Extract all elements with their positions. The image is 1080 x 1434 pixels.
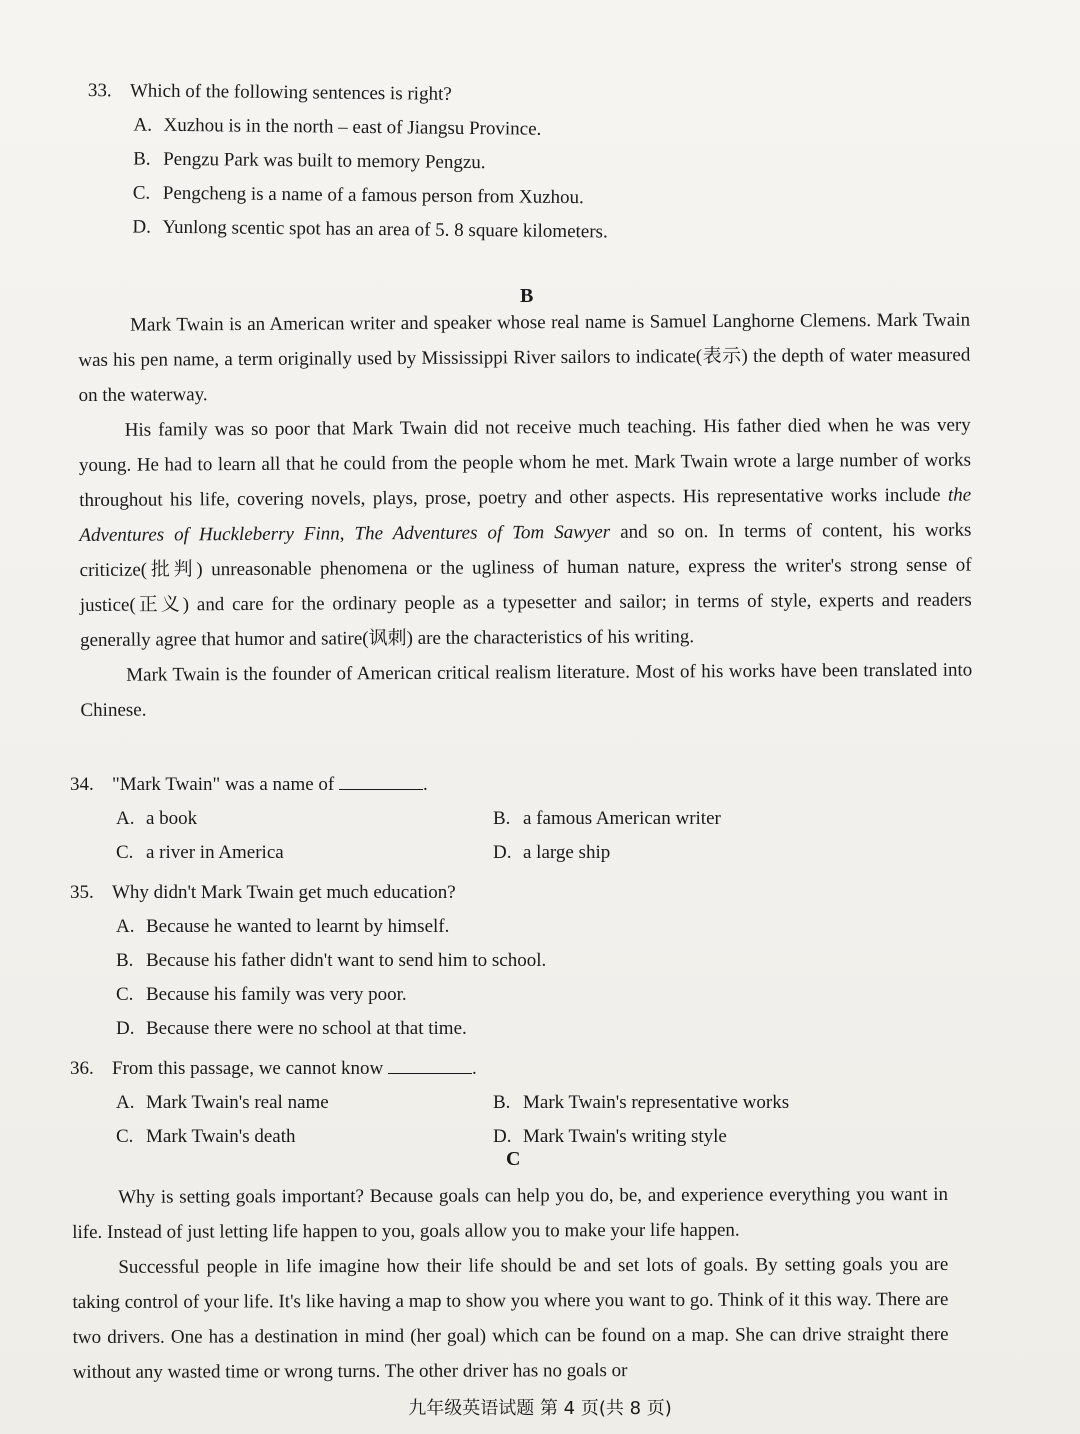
question-stem [70, 768, 870, 802]
question-number: 35. [70, 882, 94, 903]
passage-paragraph: Successful people in life imagine how their life should be and set lots of goals. By setting goals you are taking control of your life. It's like having a map to show you where you want to go. Think of it this way. There are two drivers. One has a destination in mind (her goal) which can be found on a map. She can drive straight there without any wasted time or wrong turns. The other driver has no goals or [72, 1253, 949, 1383]
passage-b [78, 303, 973, 728]
answer-blank [388, 1055, 472, 1074]
option-letter: A. [116, 808, 135, 829]
passage-c [72, 1177, 949, 1390]
question-number: 33. [87, 80, 112, 102]
answer-blank [339, 771, 423, 790]
option-letter: B. [493, 1092, 511, 1113]
option-letter: C. [116, 984, 134, 1005]
option-letter: D. [493, 842, 512, 863]
option-text: a large ship [523, 842, 611, 863]
question-34 [70, 768, 870, 870]
option-b [70, 944, 870, 978]
options-row [70, 1120, 870, 1154]
option-text: Mark Twain's representative works [523, 1092, 790, 1113]
question-number: 34. [70, 774, 94, 795]
option-letter: B. [493, 808, 511, 829]
question-text: Why didn't Mark Twain get much education? [112, 882, 456, 903]
passage-paragraph: Mark Twain is an American writer and speaker whose real name is Samuel Langhorne Clemens. Mark Twain was his pen name, a term originally used by Mississippi River sailors to indicate(表示) the depth of water measured on the waterway. [78, 309, 971, 406]
questions-34-36 [70, 768, 870, 1160]
option-text: Mark Twain's death [146, 1126, 296, 1147]
option-b [493, 1086, 870, 1120]
option-b [493, 802, 870, 836]
section-c-title: C [506, 1148, 521, 1170]
option-letter: C. [116, 842, 134, 863]
option-letter: B. [133, 148, 151, 170]
option-letter: D. [493, 1126, 512, 1147]
work-title: The Adventures of Tom Sawyer [354, 521, 611, 545]
option-letter: C. [116, 1126, 134, 1147]
option-a [116, 802, 493, 836]
option-a [116, 1086, 493, 1120]
option-text: Because he wanted to learnt by himself. [146, 916, 450, 937]
option-d [70, 1012, 870, 1046]
passage-paragraph: Why is setting goals important? Because goals can help you do, be, and experience everything you want in life. Instead of just letting life happen to you, goals allow you to make your life happen. [72, 1183, 949, 1243]
option-d [493, 1120, 870, 1154]
passage-paragraph: Mark Twain is the founder of American critical realism literature. Most of his works have been translated into Chinese. [80, 659, 973, 721]
options-row [70, 1086, 870, 1120]
question-stem [70, 876, 870, 910]
question-stem [70, 1052, 870, 1086]
option-a [70, 910, 870, 944]
option-letter: D. [132, 216, 152, 238]
option-text: a book [146, 808, 198, 829]
option-letter: C. [132, 182, 151, 204]
option-text: Because there were no school at that time. [146, 1018, 467, 1039]
option-text: Pengzu Park was built to memory Pengzu. [163, 148, 486, 174]
option-text: Yunlong scentic spot has an area of 5. 8 square kilometers. [162, 216, 608, 243]
options-row [70, 836, 870, 870]
question-35 [70, 876, 870, 1046]
option-text: Mark Twain's writing style [523, 1126, 727, 1147]
option-c [116, 1120, 493, 1154]
option-c [116, 836, 493, 870]
option-letter: B. [116, 950, 134, 971]
question-end: . [471, 1058, 477, 1079]
separator: , [339, 523, 355, 545]
page-footer: 九年级英语试题 第 4 页(共 8 页) [408, 1398, 672, 1419]
option-letter: D. [116, 1018, 135, 1039]
option-text: a river in America [146, 842, 284, 863]
options-row [70, 802, 870, 836]
question-stem [88, 80, 708, 108]
question-number: 36. [70, 1058, 94, 1079]
question-36 [70, 1052, 870, 1154]
question-text: "Mark Twain" was a name of [112, 774, 335, 795]
question-text: From this passage, we cannot know [112, 1058, 384, 1079]
option-text: Mark Twain's real name [146, 1092, 329, 1113]
option-text: a famous American writer [523, 808, 721, 829]
option-letter: A. [133, 114, 153, 136]
option-c [133, 182, 707, 210]
option-c [70, 978, 870, 1012]
paragraph-text: His family was so poor that Mark Twain did not receive much teaching. His father died when he was very young. He had to learn all that he could from the people whom he met. Mark Twain wrote a large number of works throughout his life, covering novels, plays, prose, poetry and other aspects. His representative works include [78, 414, 972, 511]
option-text: Xuzhou is in the north – east of Jiangsu Province. [163, 114, 542, 140]
option-a [133, 114, 707, 142]
question-text: Which of the following sentences is right? [129, 80, 452, 105]
work-title: the Adventures of Huckleberry Finn [79, 484, 972, 546]
question-end: . [423, 774, 428, 795]
section-b-title: B [520, 285, 534, 307]
option-letter: A. [116, 1092, 135, 1113]
option-text: Because his family was very poor. [146, 984, 407, 1005]
option-text: Because his father didn't want to send him to school. [146, 950, 547, 971]
option-letter: A. [116, 916, 135, 937]
question-33 [86, 80, 708, 256]
option-b [133, 148, 707, 176]
paragraph-text: and so on. In terms of content, his works criticize(批判) unreasonable phenomena or the ugliness of human nature, express the writer's strong sense of justice(正义) and care for the ordinary people as a typesetter and sailor; in terms of style, experts and readers generally agree that humor and satire(讽刺) are the characteristics of his writing. [79, 519, 972, 651]
passage-paragraph [79, 408, 972, 658]
option-d [493, 836, 870, 870]
option-text: Pengcheng is a name of a famous person from Xuzhou. [162, 182, 584, 209]
option-d [132, 216, 706, 244]
